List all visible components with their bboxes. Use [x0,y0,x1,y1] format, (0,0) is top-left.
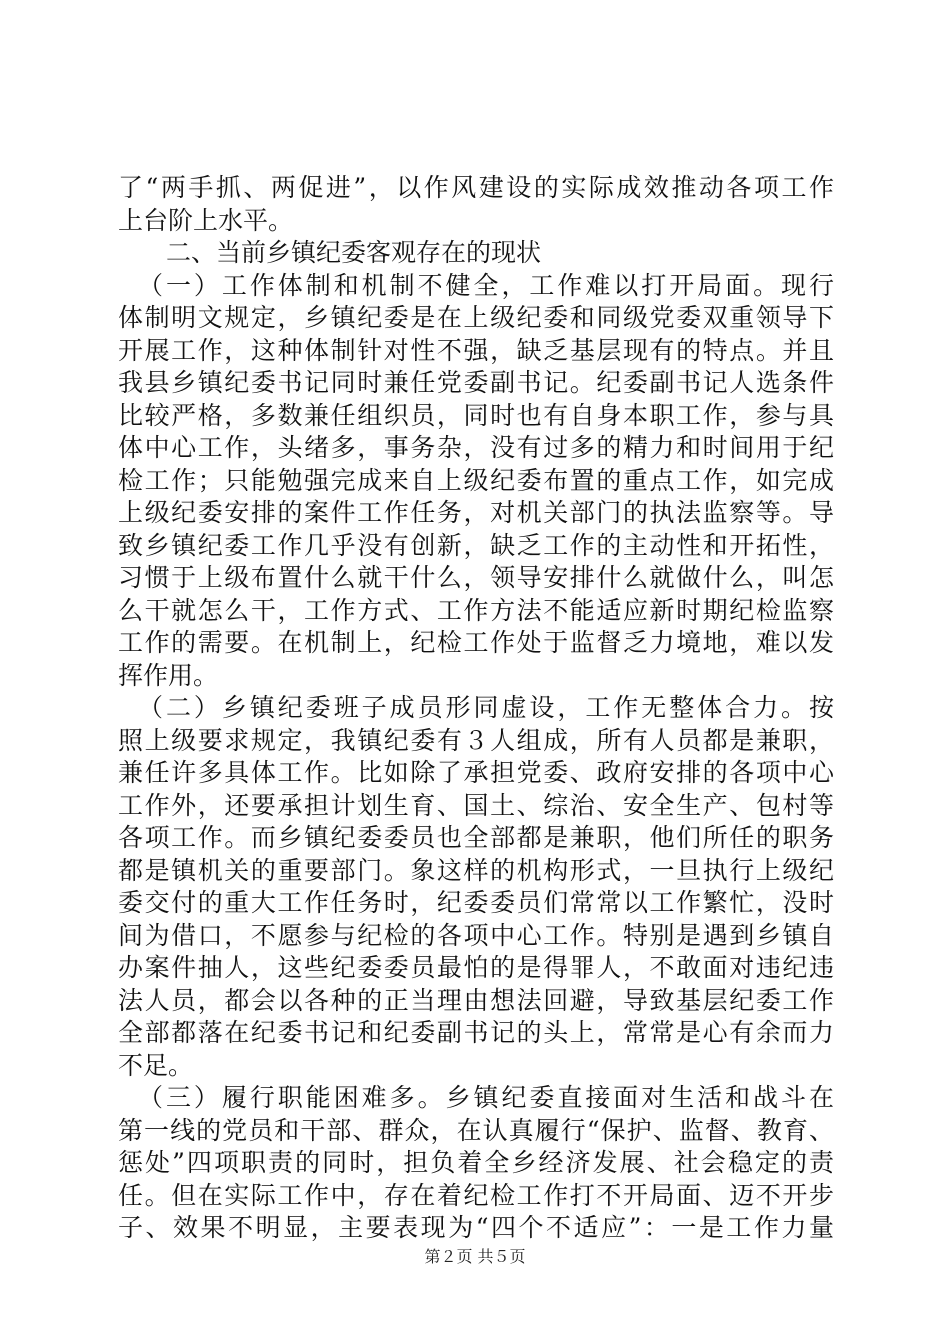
text-line: 我县乡镇纪委书记同时兼任党委副书记。纪委副书记人选条件 [118,368,834,397]
text-line: 子、效果不明显，主要表现为“四个不适应”：一是工作力量 [118,1213,834,1242]
text-line: 不足。 [118,1050,194,1080]
text-line: （一）工作体制和机制不健全，工作难以打开局面。现行 [138,270,834,300]
text-line: 挥作用。 [118,660,219,690]
text-line: 都是镇机关的重要部门。象这样的机构形式，一旦执行上级纪 [118,855,834,885]
document-body [118,172,834,1245]
text-line: 法人员，都会以各种的正当理由想法回避，导致基层纪委工作 [118,985,834,1015]
text-line: 工作的需要。在机制上，纪检工作处于监督乏力境地，难以发 [118,628,834,657]
text-line: 致乡镇纪委工作几乎没有创新，缺乏工作的主动性和开拓性， [118,530,834,560]
text-line: 体制明文规定，乡镇纪委是在上级纪委和同级党委双重领导下 [118,303,834,332]
section-heading: 二、当前乡镇纪委客观存在的现状 [166,238,542,267]
text-line: 体中心工作，头绪多，事务杂，没有过多的精力和时间用于纪 [118,433,834,462]
text-line: 全部都落在纪委书记和纪委副书记的头上，常常是心有余而力 [118,1018,834,1047]
text-line: 惩处”四项职责的同时，担负着全乡经济发展、社会稳定的责 [118,1148,834,1177]
text-line: 第一线的党员和干部、群众，在认真履行“保护、监督、教育、 [118,1115,834,1145]
text-line: 工作外，还要承担计划生育、国土、综治、安全生产、包村等 [118,790,834,820]
text-line: 比较严格，多数兼任组织员，同时也有自身本职工作，参与具 [118,400,834,430]
text-line: 照上级要求规定，我镇纪委有３人组成，所有人员都是兼职， [118,725,834,755]
text-line: 了“两手抓、两促进”，以作风建设的实际成效推动各项工作 [118,173,834,202]
text-line: 检工作；只能勉强完成来自上级纪委布置的重点工作，如完成 [118,465,834,495]
text-line: 么干就怎么干，工作方式、工作方法不能适应新时期纪检监察 [118,595,834,625]
text-line: 兼任许多具体工作。比如除了承担党委、政府安排的各项中心 [118,758,834,787]
page-number-footer: 第２页 共５页 [424,1247,526,1266]
text-line: 各项工作。而乡镇纪委委员也全部都是兼职，他们所任的职务 [118,823,834,852]
text-line: 习惯于上级布置什么就干什么，领导安排什么就做什么，叫怎 [118,563,834,592]
text-line: 委交付的重大工作任务时，纪委委员们常常以工作繁忙，没时 [118,888,834,917]
text-line: （二）乡镇纪委班子成员形同虚设，工作无整体合力。按 [138,693,834,722]
text-line: 上级纪委安排的案件工作任务，对机关部门的执法监察等。导 [118,498,834,527]
text-line: 办案件抽人，这些纪委委员最怕的是得罪人，不敢面对违纪违 [118,953,834,982]
text-line: 开展工作，这种体制针对性不强，缺乏基层现有的特点。并且 [118,335,834,365]
text-line: 间为借口，不愿参与纪检的各项中心工作。特别是遇到乡镇自 [118,920,834,950]
text-line: 上台阶上水平。 [118,205,294,235]
text-line: 任。但在实际工作中，存在着纪检工作打不开局面、迈不开步 [118,1180,834,1210]
text-line: （三）履行职能困难多。乡镇纪委直接面对生活和战斗在 [138,1083,834,1112]
